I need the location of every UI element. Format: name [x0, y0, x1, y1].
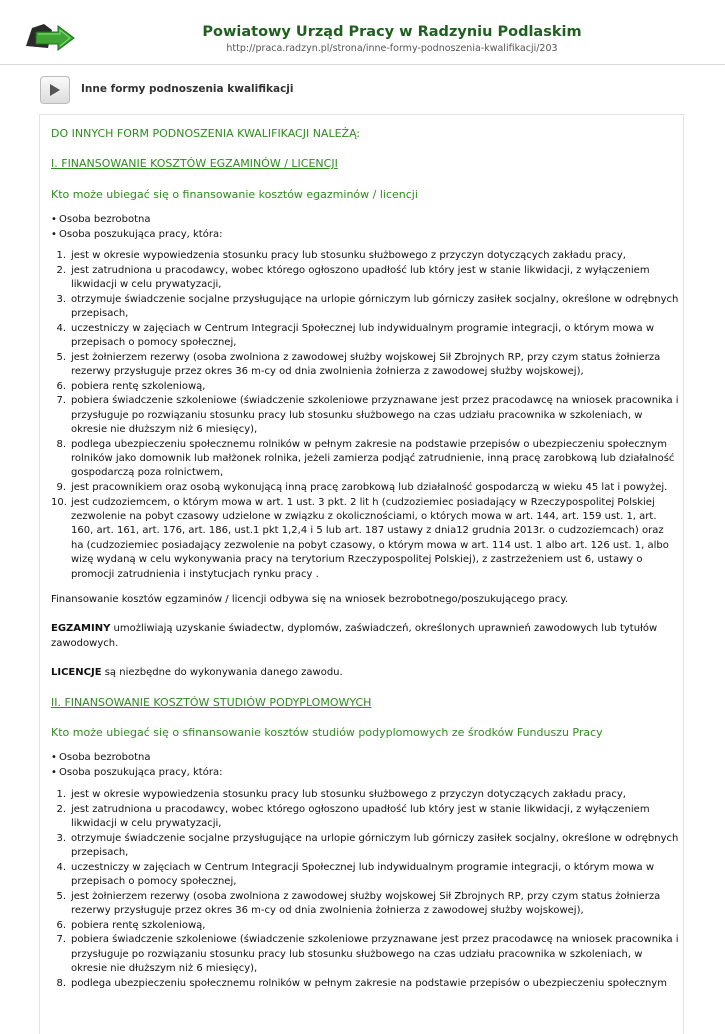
list-item: 1. jest w okresie wypowiedzenia stosunku pracy lub stosunku służbowego z przyczyn dotyczących zakładu pracy,	[56, 789, 626, 800]
list-item: 7. pobiera świadczenie szkoleniowe (świadczenie szkoleniowe przyznawane jest przez pracodawcę na wniosek pracownika i przysługuje po rozwiązaniu stosunku pracy lub stosunku służbowego na czas udziału pracownika w szkoleniach, w okresie nie dłuższym niż 6 miesięcy),	[56, 395, 679, 435]
list-item: 4. uczestniczy w zajęciach w Centrum Integracji Społecznej lub indywidualnym programie integracji, o którym mowa w przepisach o pomocy społecznej,	[56, 861, 655, 887]
financing-note: Finansowanie kosztów egzaminów / licencji odbywa się na wniosek bezrobotnego/poszukującego pracy.	[51, 594, 569, 605]
list-item: 4. uczestniczy w zajęciach w Centrum Integracji Społecznej lub indywidualnym programie integracji, o którym mowa w przepisach o pomocy społecznej,	[56, 322, 655, 348]
arrow-logo-icon[interactable]	[22, 20, 78, 56]
site-url: http://praca.radzyn.pl/strona/inne-formy-podnoszenia-kwalifikacji/203	[226, 43, 558, 54]
section2-title: II. FINANSOWANIE KOSZTÓW STUDIÓW PODYPLOMOWYCH	[51, 696, 372, 709]
list-item: • Osoba poszukująca pracy, która:	[51, 765, 222, 780]
section1-list	[51, 249, 679, 582]
site-header	[0, 0, 725, 65]
section2-bullets	[51, 750, 222, 780]
section2-list	[51, 788, 679, 991]
section1-title: I. FINANSOWANIE KOSZTÓW EGZAMINÓW / LICENCJI	[51, 157, 338, 170]
page-head	[40, 76, 680, 106]
list-item: 5. jest żołnierzem rezerwy (osoba zwolniona z zawodowej służby wojskowej Sił Zbrojnych RP, przy czym status żołnierza rezerwy przysługuje przez okres 36 m-cy od dnia zwolnienia żołnierza z zawodowej służby wojskowej),	[56, 351, 661, 377]
list-item: 6. pobiera rentę szkoleniową,	[56, 919, 206, 931]
content-box	[39, 114, 684, 1034]
licences-note: LICENCJE są niezbędne do wykonywania danego zawodu.	[51, 667, 343, 678]
exams-note: EGZAMINY umożliwiają uzyskanie świadectw, dyplomów, zaświadczeń, określonych uprawnień zawodowych lub tytułów zawodowych.	[51, 623, 658, 649]
list-item: 10. jest cudzoziemcem, o którym mowa w art. 1 ust. 3 pkt. 2 lit h (cudzoziemiec posiadający w Rzeczypospolitej Polskiej zezwolenie na pobyt czasowy udzielone w związku z okolicznościami, o których mowa w art. 144, art. 159 ust. 1, art. 160, art. 161, art. 176, art. 186, ust.1 pkt 1,2,4 i 5 lub art. 187 ustawy z dnia12 grudnia 2013r. o cudzoziemcach) oraz ha (cudzoziemiec posiadający zezwolenie na pobyt czasowy, o którym mowa w art. 114 ust. 1 albo art. 126 ust. 1, albo wizę wydaną w celu wykonywania pracy na terytorium Rzeczypospolitej Polskiej), z zastrzeżeniem ust 6, ustawy o promocji zatrudnienia i instytucjach rynku pracy .	[51, 496, 669, 580]
list-item: • Osoba bezrobotna	[51, 212, 222, 227]
site-title: Powiatowy Urząd Pracy w Radzyniu Podlaskim	[202, 24, 582, 40]
list-item: 8. podlega ubezpieczeniu społecznemu rolników w pełnym zakresie na podstawie przepisów o ubezpieczeniu społecznym	[56, 977, 667, 989]
list-item: 2. jest zatrudniona u pracodawcy, wobec którego ogłoszono upadłość lub który jest w stanie likwidacji, z wyłączeniem likwidacji w celu prywatyzacji,	[56, 264, 650, 290]
play-button[interactable]	[40, 76, 70, 104]
list-item: 3. otrzymuje świadczenie socjalne przysługujące na urlopie górniczym lub górniczy zasiłek socjalny, określone w odrębnych przepisach,	[56, 832, 679, 858]
list-item: 5. jest żołnierzem rezerwy (osoba zwolniona z zawodowej służby wojskowej Sił Zbrojnych RP, przy czym status żołnierza rezerwy przysługuje przez okres 36 m-cy od dnia zwolnienia żołnierza z zawodowej służby wojskowej),	[56, 890, 661, 916]
list-item: 8. podlega ubezpieczeniu społecznemu rolników w pełnym zakresie na podstawie przepisów o ubezpieczeniu społecznym rolników jako domownik lub małżonek rolnika, jeżeli zamierza podjąć zatrudnienie, inną pracę zarobkową lub działalność gospodarczą poza rolnictwem,	[56, 438, 675, 479]
list-item: 1. jest w okresie wypowiedzenia stosunku pracy lub stosunku służbowego z przyczyn dotyczących zakładu pracy,	[56, 250, 626, 261]
section1-question: Kto może ubiegać się o finansowanie kosztów egazminów / licencji	[51, 188, 418, 201]
list-item: 3. otrzymuje świadczenie socjalne przysługujące na urlopie górniczym lub górniczy zasiłek socjalny, określone w odrębnych przepisach,	[56, 293, 679, 319]
page-heading: Inne formy podnoszenia kwalifikacji	[81, 83, 294, 95]
list-item: 2. jest zatrudniona u pracodawcy, wobec którego ogłoszono upadłość lub który jest w stanie likwidacji, z wyłączeniem likwidacji w celu prywatyzacji,	[56, 803, 650, 829]
list-item: 7. pobiera świadczenie szkoleniowe (świadczenie szkoleniowe przyznawane jest przez pracodawcę na wniosek pracownika i przysługuje po rozwiązaniu stosunku pracy lub stosunku służbowego na czas udziału pracownika w szkoleniach, w okresie nie dłuższym niż 6 miesięcy),	[56, 934, 679, 974]
main-heading: DO INNYCH FORM PODNOSZENIA KWALIFIKACJI NALEŻĄ:	[51, 127, 361, 140]
section1-bullets	[51, 212, 222, 242]
list-item: 6. pobiera rentę szkoleniową,	[56, 380, 206, 392]
play-icon	[49, 83, 61, 97]
list-item: 9. jest pracownikiem oraz osobą wykonującą inną pracę zarobkową lub działalność gospodarczą w wieku 45 lat i powyżej.	[56, 482, 668, 493]
list-item: • Osoba bezrobotna	[51, 750, 222, 765]
list-item: • Osoba poszukująca pracy, która:	[51, 227, 222, 242]
section2-question: Kto może ubiegać się o sfinansowanie kosztów studiów podyplomowych ze środków Funduszu Pracy	[51, 726, 603, 739]
